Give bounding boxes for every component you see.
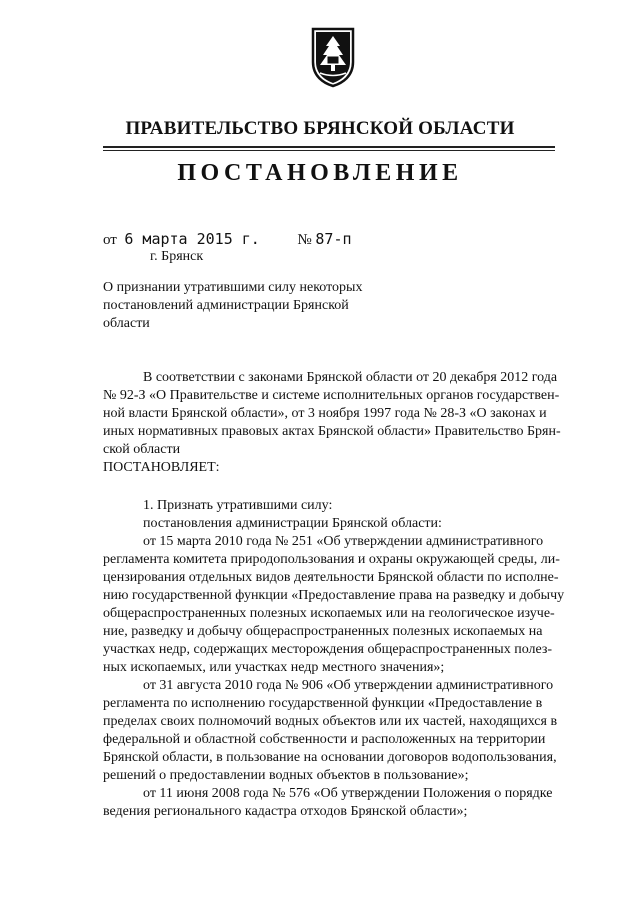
paragraph-line: ние, разведку и добычу общераспространенных полезных ископаемых на: [103, 624, 543, 639]
subject-line: постановлений администрации Брянской: [103, 298, 349, 313]
header-divider-thick: [103, 146, 555, 148]
paragraph-line: ных ископаемых, или участках недр местного значения»;: [103, 660, 445, 675]
document-city: г. Брянск: [150, 249, 204, 264]
document-number: 87-п: [315, 230, 352, 248]
item-subtitle: постановления администрации Брянской области:: [143, 516, 442, 531]
paragraph-line: от 15 марта 2010 года № 251 «Об утверждении административного: [143, 534, 544, 549]
date-prefix: от: [103, 232, 117, 248]
date-number-line: [103, 230, 352, 249]
paragraph-line: решений о предоставлении водных объектов в пользование»;: [103, 768, 469, 783]
paragraph-line: регламента по исполнению государственной функции «Предоставление в: [103, 696, 543, 711]
preamble-line: № 92-З «О Правительстве и системе исполнительных органов государствен-: [103, 388, 560, 403]
paragraph-line: Брянской области, в пользование на основании договоров водопользования,: [103, 750, 557, 765]
paragraph-line: федеральной и областной собственности и расположенных на территории: [103, 732, 546, 747]
paragraph-line: ведения регионального кадастра отходов Брянской области»;: [103, 804, 468, 819]
subject-line: области: [103, 316, 150, 331]
paragraph-line: цензирования отдельных видов деятельности Брянской области по исполне-: [103, 570, 559, 585]
paragraph-line: нию государственной функции «Предоставление права на разведку и добычу: [103, 588, 565, 603]
paragraph-line: от 11 июня 2008 года № 576 «Об утверждении Положения о порядке: [143, 786, 553, 801]
preamble-line: иных нормативных правовых актах Брянской области» Правительство Брян-: [103, 424, 561, 439]
document-type-title: ПОСТАНОВЛЕНИЕ: [177, 160, 463, 186]
spacer: [103, 477, 603, 497]
paragraph-line: регламента комитета природопользования и охраны окружающей среды, ли-: [103, 552, 560, 567]
paragraph-line: от 31 августа 2010 года № 906 «Об утверждении административного: [143, 678, 554, 693]
item-title: 1. Признать утратившими силу:: [143, 498, 333, 513]
bryansk-coat-of-arms-icon: [310, 26, 356, 88]
decree-word: ПОСТАНОВЛЯЕТ:: [103, 460, 220, 475]
preamble-line: В соответствии с законами Брянской области от 20 декабря 2012 года: [143, 370, 558, 385]
number-prefix: №: [297, 232, 312, 248]
document-subject: [103, 279, 403, 333]
paragraph-line: участках недр, содержащих месторождения общераспространенных полез-: [103, 642, 553, 657]
preamble-line: ной власти Брянской области», от 3 ноября 1997 года № 28-З «О законах и: [103, 406, 547, 421]
paragraph-line: общераспространенных полезных ископаемых или на геологическое изуче-: [103, 606, 555, 621]
paragraph-line: пределах своих полномочий водных объектов или их частей, находящихся в: [103, 714, 558, 729]
document-body: [103, 369, 603, 821]
subject-line: О признании утратившими силу некоторых: [103, 280, 363, 295]
header-divider-thin: [103, 150, 555, 151]
preamble-line: ской области: [103, 442, 181, 457]
organization-title: ПРАВИТЕЛЬСТВО БРЯНСКОЙ ОБЛАСТИ: [125, 118, 515, 139]
document-date: 6 марта 2015 г.: [124, 230, 260, 248]
